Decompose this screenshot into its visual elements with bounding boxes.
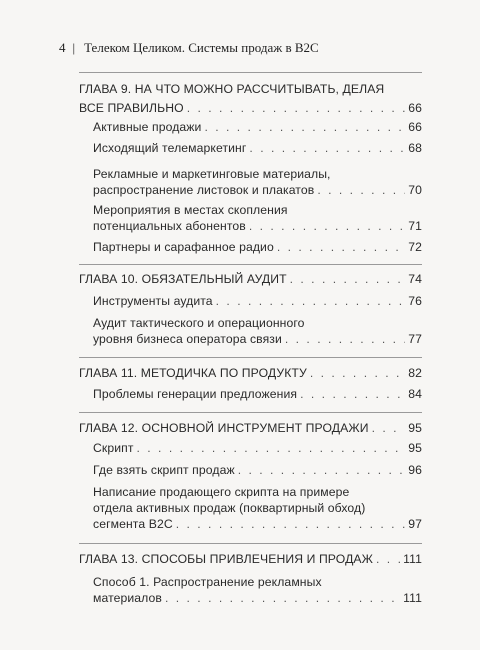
toc-chapter-entry[interactable] — [79, 419, 422, 438]
toc-page-number: 71 — [408, 219, 422, 233]
toc-entry-title-line: ГЛАВА 9. НА ЧТО МОЖНО РАССЧИТЫВАТЬ, ДЕЛАЯ — [79, 82, 385, 96]
toc-entry-title-line: распространение листовок и плакатов — [93, 183, 315, 197]
dot-leader — [285, 331, 405, 347]
toc-entry-title-line: Мероприятия в местах скопления — [93, 203, 288, 217]
chapter-divider — [79, 72, 422, 73]
toc-entry-title-line: ГЛАВА 11. МЕТОДИЧКА ПО ПРОДУКТУ — [79, 366, 307, 380]
toc-entry-title-line: Где взять скрипт продаж — [93, 463, 235, 477]
chapter-divider — [79, 264, 422, 265]
toc-entry-title-line: Написание продающего скрипта на примере — [93, 485, 350, 499]
dot-leader — [376, 550, 400, 569]
toc-page-number: 82 — [408, 366, 422, 380]
toc-entry-title-line: отдела активных продаж (поквартирный обход) — [93, 501, 366, 515]
toc-entry-title-line: сегмента B2C — [93, 517, 173, 531]
toc-entry-title-line: Партнеры и сарафанное радио — [93, 240, 274, 254]
dot-leader — [238, 462, 406, 478]
toc-entry-title-line: Исходящий телемаркетинг — [93, 141, 247, 155]
dot-leader — [137, 440, 406, 456]
toc-page-number: 70 — [408, 183, 422, 197]
toc-page-number: 84 — [408, 387, 422, 401]
dot-leader — [300, 386, 405, 402]
running-header — [59, 40, 319, 56]
page-number: 4 — [59, 40, 66, 55]
toc-entry-title-line: потенциальных абонентов — [93, 219, 246, 233]
toc-section-entry[interactable] — [93, 293, 422, 309]
dot-leader — [249, 140, 405, 156]
dot-leader — [310, 364, 405, 383]
toc-page-number: 97 — [408, 517, 422, 531]
chapter-divider — [79, 543, 422, 544]
toc-entry-title-line: ГЛАВА 12. ОСНОВНОЙ ИНСТРУМЕНТ ПРОДАЖИ — [79, 421, 369, 435]
toc-page-number: 74 — [408, 272, 422, 286]
toc-section-entry[interactable] — [93, 202, 422, 234]
toc-section-entry[interactable] — [93, 386, 422, 402]
dot-leader — [277, 239, 405, 255]
toc-page-number: 96 — [408, 463, 422, 477]
dot-leader — [204, 119, 405, 135]
dot-leader — [176, 516, 406, 532]
toc-page-number: 76 — [408, 294, 422, 308]
dot-leader — [372, 419, 406, 438]
toc-entry-title-line: Активные продажи — [93, 120, 202, 134]
header-separator: | — [72, 40, 76, 55]
toc-section-entry[interactable] — [93, 462, 422, 478]
toc-entry-title-line: ГЛАВА 13. СПОСОБЫ ПРИВЛЕЧЕНИЯ И ПРОДАЖ — [79, 552, 374, 566]
toc-section-entry[interactable] — [93, 166, 422, 198]
toc-page-number: 66 — [408, 120, 422, 134]
toc-page-number: 68 — [408, 141, 422, 155]
toc-page-number: 66 — [408, 101, 422, 115]
toc-entry-title-line: ВСЕ ПРАВИЛЬНО — [79, 101, 184, 115]
dot-leader — [216, 293, 406, 309]
toc-entry-title-line: Рекламные и маркетинговые материалы, — [93, 167, 331, 181]
dot-leader — [249, 218, 405, 234]
toc-page-number: 72 — [408, 240, 422, 254]
toc-page-number: 95 — [408, 421, 422, 435]
dot-leader — [187, 99, 406, 118]
toc-page-number: 111 — [403, 552, 422, 566]
toc-entry-title-line: Инструменты аудита — [93, 294, 213, 308]
toc-section-entry[interactable] — [93, 119, 422, 135]
toc-page-number: 95 — [408, 441, 422, 455]
dot-leader — [290, 270, 406, 289]
toc-section-entry[interactable] — [93, 239, 422, 255]
toc-page-number: 111 — [403, 591, 422, 605]
toc-entry-title-line: уровня бизнеса оператора связи — [93, 332, 282, 346]
toc-entry-title-line: материалов — [93, 591, 162, 605]
toc-chapter-entry[interactable] — [79, 364, 422, 383]
toc-entry-title-line: Способ 1. Распространение рекламных — [93, 575, 322, 589]
toc-section-entry[interactable] — [93, 315, 422, 347]
running-title: Телеком Целиком. Системы продаж в B2C — [84, 40, 319, 55]
toc-chapter-entry[interactable] — [79, 550, 422, 569]
toc-chapter-entry[interactable] — [79, 270, 422, 289]
toc-entry-title-line: ГЛАВА 10. ОБЯЗАТЕЛЬНЫЙ АУДИТ — [79, 272, 287, 286]
dot-leader — [165, 590, 400, 606]
dot-leader — [317, 182, 405, 198]
toc-entry-title-line: Скрипт — [93, 441, 134, 455]
toc-page-number: 77 — [408, 332, 422, 346]
toc-section-entry[interactable] — [93, 140, 422, 156]
toc-chapter-entry[interactable] — [79, 80, 422, 118]
toc-section-entry[interactable] — [93, 484, 422, 532]
chapter-divider — [79, 357, 422, 358]
toc-entry-title-line: Аудит тактического и операционного — [93, 316, 305, 330]
chapter-divider — [79, 412, 422, 413]
toc-section-entry[interactable] — [93, 574, 422, 606]
toc-section-entry[interactable] — [93, 440, 422, 456]
toc-entry-title-line: Проблемы генерации предложения — [93, 387, 298, 401]
